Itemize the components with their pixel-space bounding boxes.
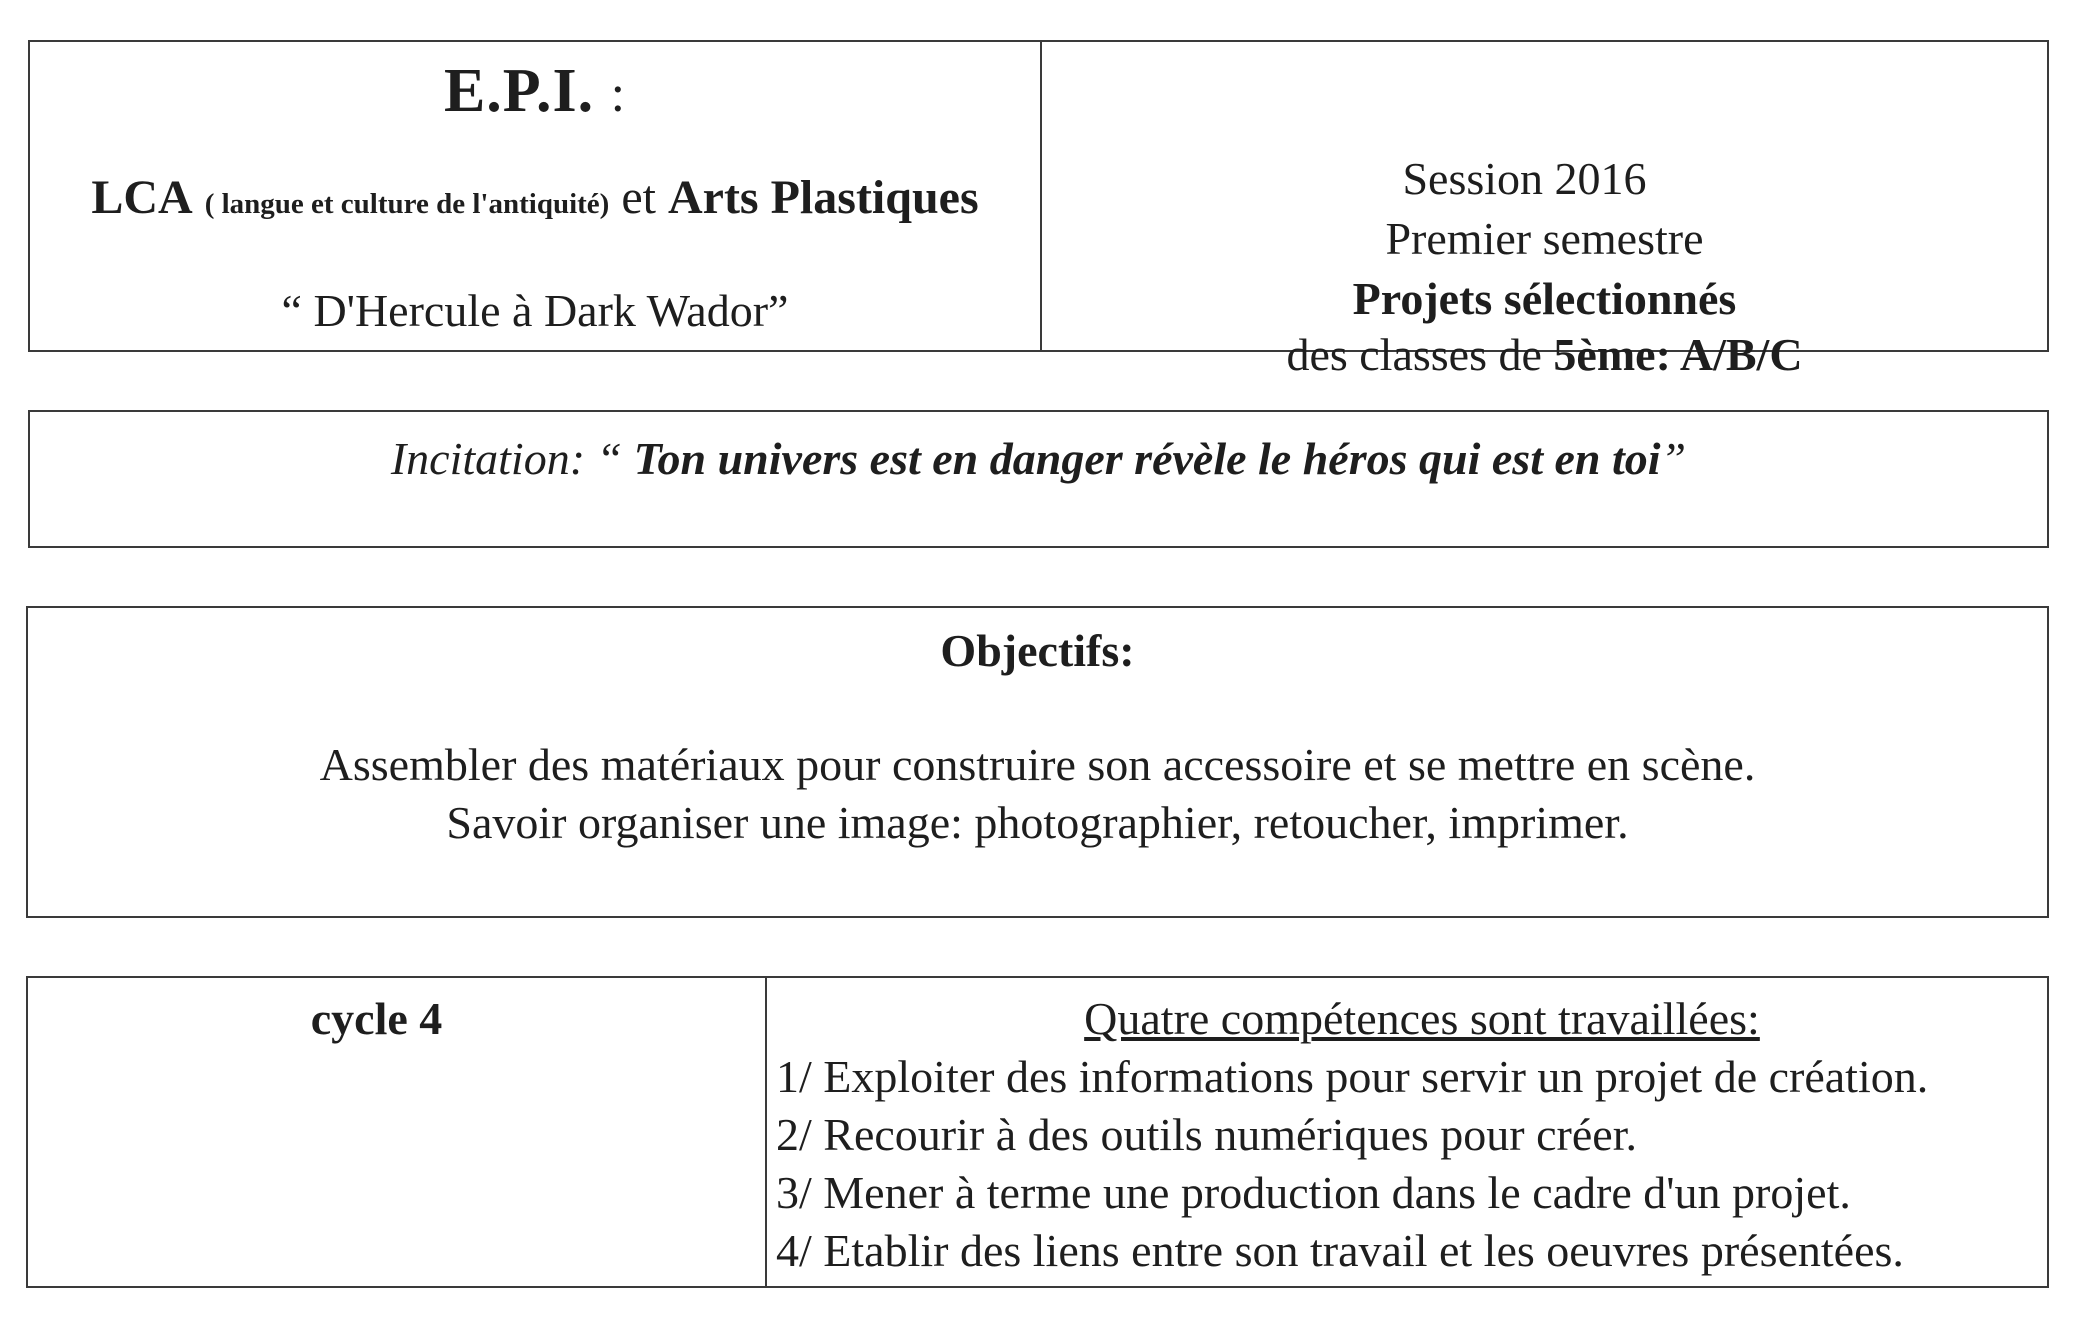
competences-box <box>26 976 2049 1288</box>
subjects-line <box>30 170 1040 225</box>
lca-detail: ( langue et culture de l'antiquité) <box>204 188 610 220</box>
et-label: et <box>621 171 656 224</box>
competence-item: 3/ Mener à terme une production dans le cadre d'un projet. <box>776 1167 1851 1218</box>
epi-colon: : <box>610 66 627 123</box>
competence-item: 1/ Exploiter des informations pour servir un projet de création. <box>776 1051 1929 1102</box>
incitation-label: Incitation: “ <box>390 433 623 484</box>
arts-label: Arts Plastiques <box>667 171 979 224</box>
selected-projects-label: Projets sélectionnés <box>1352 273 1737 324</box>
epi-title <box>30 56 1040 127</box>
objectives-title: Objectifs: <box>940 625 1135 676</box>
classes-value: 5ème: A/B/C <box>1553 329 1803 380</box>
header-left-cell <box>30 42 1040 350</box>
lca-label: LCA <box>91 171 193 224</box>
header-box <box>28 40 2049 380</box>
incitation-line <box>30 432 2047 485</box>
incitation-text: Ton univers est en danger révèle le héros qui est en toi <box>633 433 1661 484</box>
epi-label: E.P.I. <box>443 57 595 125</box>
incitation-box <box>28 410 2049 548</box>
objective-line: Savoir organiser une image: photographier, retoucher, imprimer. <box>446 797 1629 848</box>
competences-title: Quatre compétences sont travaillées: <box>1084 993 1760 1044</box>
objectives-box <box>26 606 2049 918</box>
semester-label: Premier semestre <box>1385 213 1704 264</box>
classes-prefix: des classes de <box>1286 329 1542 380</box>
header-right-cell <box>1042 42 2047 380</box>
incitation-close-quote: ” <box>1660 433 1687 484</box>
cycle-label: cycle 4 <box>310 993 443 1044</box>
project-title: “ D'Hercule à Dark Wador” <box>281 285 789 336</box>
competence-item: 4/ Etablir des liens entre son travail et les oeuvres présentées. <box>776 1225 1904 1276</box>
session-label: Session 2016 <box>1402 153 1647 204</box>
competence-item: 2/ Recourir à des outils numériques pour créer. <box>776 1109 1637 1160</box>
objective-line: Assembler des matériaux pour construire son accessoire et se mettre en scène. <box>319 739 1756 790</box>
classes-line <box>1042 328 2047 381</box>
